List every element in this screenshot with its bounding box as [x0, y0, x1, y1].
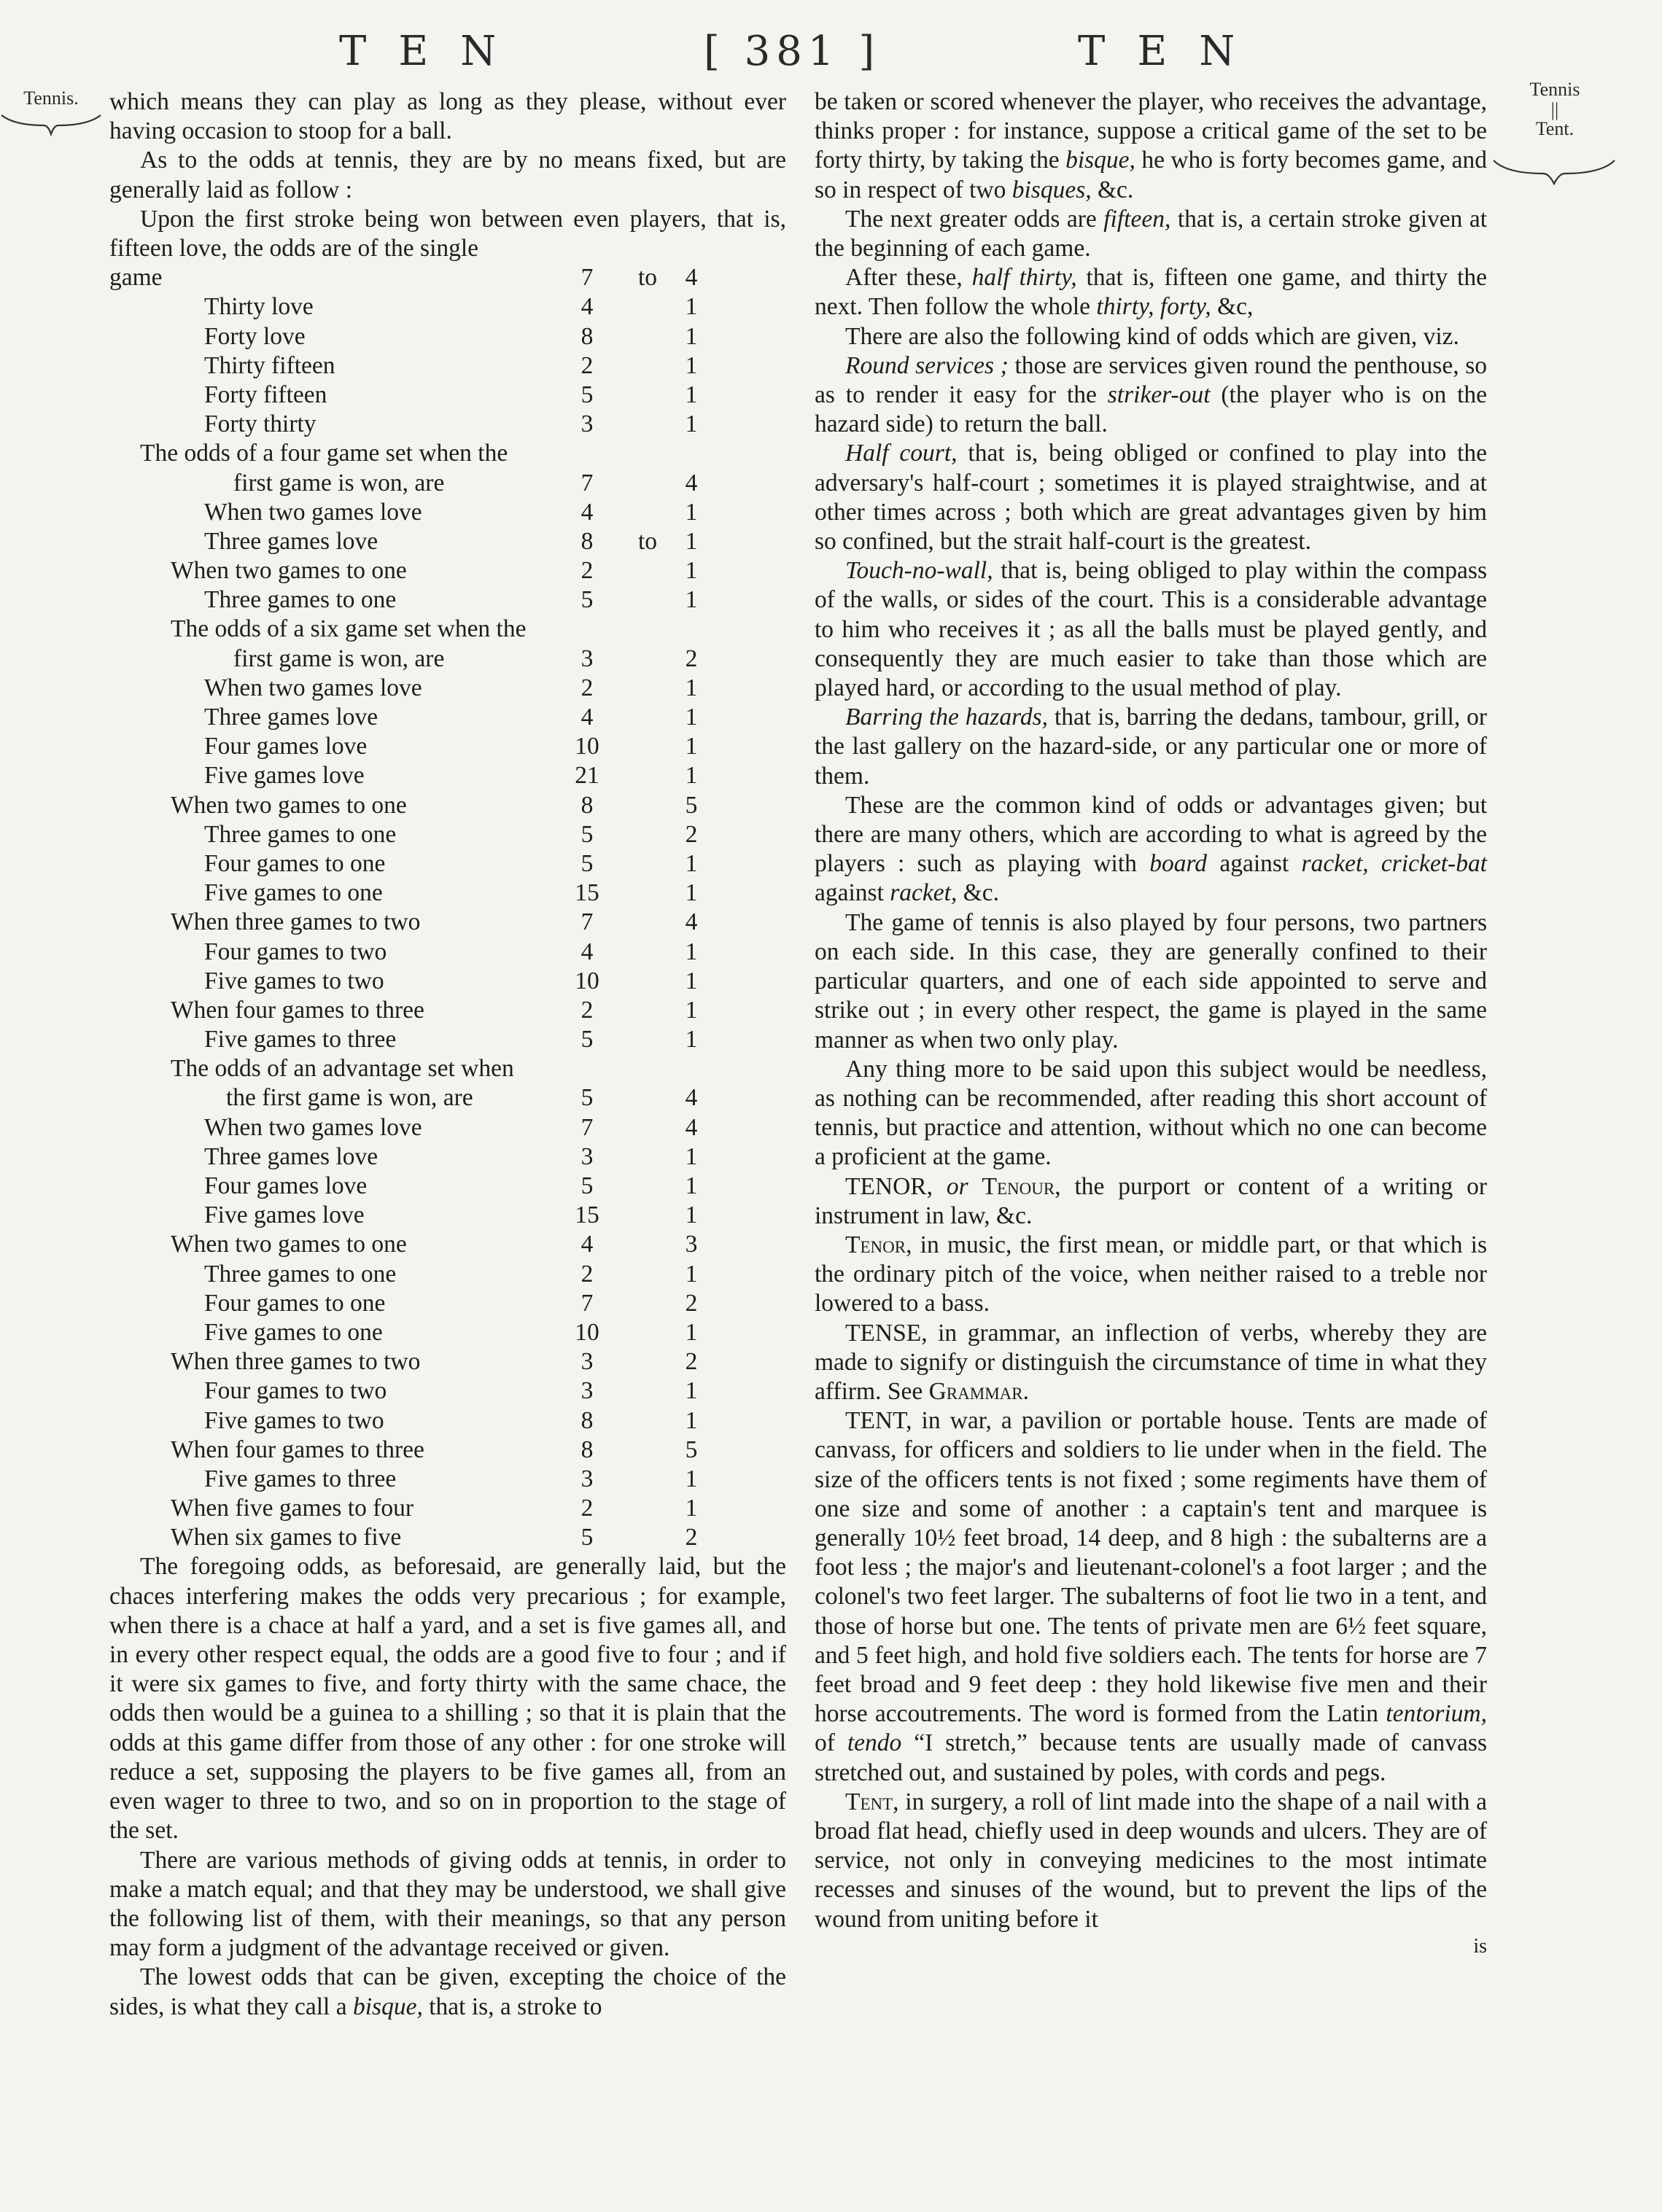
odds-value-first: 4 [580, 704, 594, 731]
paragraph: As to the odds at tennis, they are by no means fixed, but are generally laid as follow : [109, 147, 786, 203]
odds-row [109, 820, 786, 849]
odds-value-second: 4 [685, 908, 698, 936]
italic-term: fifteen, [1103, 205, 1171, 233]
odds-value-first: 8 [580, 1406, 594, 1434]
italic-term: racket, [890, 879, 958, 907]
header-right-word: TEN [1078, 28, 1267, 75]
odds-value-second: 4 [685, 1084, 698, 1112]
odds-label: Five games love [204, 1202, 365, 1229]
small-caps-term: Tenour, [982, 1172, 1061, 1200]
odds-label: Four games to two [204, 938, 387, 965]
odds-row [109, 967, 786, 996]
odds-value-second: 1 [685, 1026, 698, 1054]
odds-row [109, 849, 786, 879]
italic-term: bisque, [1065, 147, 1135, 174]
paragraph [815, 439, 1487, 556]
odds-row [109, 585, 786, 615]
odds-label: Three games love [204, 527, 378, 555]
odds-label: first game is won, are [233, 644, 445, 672]
paragraph [815, 791, 1487, 908]
odds-value-first: 10 [575, 1318, 599, 1346]
entry-tent-surgery [815, 1788, 1487, 1934]
odds-label: Five games to one [204, 879, 383, 907]
odds-value-first: 3 [580, 410, 594, 438]
odds-value-first: 5 [580, 1524, 594, 1551]
odds-label: When four games to three [171, 1436, 424, 1463]
italic-term: bisque, [353, 1993, 423, 2020]
odds-value-first: 7 [580, 264, 594, 292]
margin-note-tent: Tent. [1535, 118, 1574, 139]
italic-term: striker-out [1107, 381, 1211, 409]
odds-value-first: 2 [580, 557, 594, 585]
odds-row [109, 1142, 786, 1172]
text-run: those are services given round the penthouse, so as to render it easy for the [815, 351, 1487, 409]
odds-value-first: 7 [580, 1289, 594, 1317]
odds-value-second: 1 [685, 1142, 698, 1170]
odds-label: When six games to five [171, 1524, 402, 1551]
odds-value-second: 1 [685, 1318, 698, 1346]
odds-row [109, 1172, 786, 1201]
odds-value-first: 4 [580, 293, 594, 321]
odds-label: The odds of an advantage set when [171, 1055, 514, 1083]
paragraph: Any thing more to be said upon this subject would be needless, as nothing can be recommended, after reading this short account of tennis, but practice and attention, without which no one can become a proficient at the game. [815, 1055, 1487, 1171]
odds-row [109, 674, 786, 703]
odds-label: Five games to two [204, 967, 384, 994]
text-run: “I stretch,” because tents are usually made of canvass stretched out, and sustained by poles, with cords and pegs. [815, 1729, 1487, 1786]
text-run: These are the common kind of odds or advantages given; but there are many others, which are according to what is agreed by the players : such as playing with [815, 791, 1487, 878]
paragraph [815, 205, 1487, 263]
odds-label: Four games to one [204, 849, 386, 877]
small-caps-term: Tenor, [845, 1231, 912, 1258]
odds-value-second: 1 [685, 733, 698, 760]
odds-label: Three games to one [204, 820, 397, 848]
odds-value-second: 2 [685, 1524, 698, 1551]
margin-note-tennis: Tennis. [23, 87, 79, 109]
text-run: &c, [1217, 293, 1254, 321]
odds-value-first: 4 [580, 938, 594, 965]
odds-label: the first game is won, are [226, 1084, 473, 1112]
odds-label: Forty fifteen [204, 381, 327, 408]
odds-label: Forty thirty [204, 410, 317, 438]
text-run: that is, a certain stroke given at the beginning of each game. [815, 205, 1488, 262]
paragraph: The game of tennis is also played by four persons, two partners on each side. In this case, they are generally confined to their particular quarters, and one of each side appointed to serve and strike out ; in every other respect, the game is played in the same manner as when two only play. [815, 908, 1487, 1054]
odds-value-second: 1 [685, 849, 698, 877]
odds-label: Thirty love [204, 293, 314, 321]
italic-term: board [1149, 850, 1208, 878]
text-run: that is, being obliged or confined to play into the adversary's half-court ; sometimes it is played straightwise, and at other times across ; both which are great advantages given by him so confined, but the strait half-court is the greatest. [815, 440, 1487, 556]
text-run: that is, barring the dedans, tambour, grill, or the last gallery on the hazard-side, or any particular one or more of them. [815, 704, 1488, 790]
odds-row [109, 556, 786, 585]
odds-value-first: 2 [580, 1495, 594, 1522]
left-column [109, 87, 786, 2022]
odds-value-second: 5 [685, 1436, 698, 1463]
odds-label: Three games to one [204, 1260, 397, 1288]
text-run: he who is forty becomes game, and so in respect of two [815, 147, 1488, 203]
odds-value-second: 1 [685, 967, 698, 994]
odds-value-second: 1 [685, 762, 698, 790]
odds-label: When two games love [204, 674, 422, 701]
odds-value-first: 2 [580, 996, 594, 1024]
odds-value-first: 5 [580, 1084, 594, 1112]
odds-value-second: 2 [685, 820, 698, 848]
odds-row [109, 1376, 786, 1406]
odds-label: Five games to three [204, 1465, 397, 1492]
odds-row [109, 1494, 786, 1523]
paragraph [109, 1963, 786, 2021]
italic-term: tentorium, [1386, 1700, 1487, 1728]
odds-row [109, 410, 786, 439]
odds-to: to [638, 527, 658, 555]
italic-term: tendo [847, 1729, 902, 1757]
text-run: &c. [963, 879, 1000, 907]
odds-row [109, 527, 786, 556]
odds-value-first: 3 [580, 644, 594, 672]
odds-row [109, 1054, 786, 1083]
odds-row [109, 1113, 786, 1142]
odds-value-second: 2 [685, 644, 698, 672]
paragraph [815, 556, 1487, 703]
entry-tenor [815, 1172, 1487, 1231]
margin-note-tennis-right: Tennis [1529, 79, 1580, 100]
odds-row [109, 1465, 786, 1494]
odds-value-first: 7 [580, 908, 594, 936]
odds-row [109, 469, 786, 498]
odds-value-first: 8 [580, 1436, 594, 1463]
odds-value-first: 2 [580, 674, 594, 701]
odds-value-first: 3 [580, 1142, 594, 1170]
odds-label: When five games to four [171, 1495, 414, 1522]
odds-value-first: 5 [580, 820, 594, 848]
catchword: is [1473, 1934, 1487, 1958]
odds-table [109, 263, 786, 1552]
odds-label: When two games love [204, 498, 422, 526]
odds-value-second: 4 [685, 264, 698, 292]
odds-value-first: 10 [575, 967, 599, 994]
margin-note-right [1504, 79, 1606, 140]
odds-value-first: 5 [580, 849, 594, 877]
odds-value-first: 2 [580, 351, 594, 379]
paragraph [815, 263, 1487, 322]
odds-row [109, 263, 786, 292]
odds-value-second: 3 [685, 1231, 698, 1258]
odds-value-first: 5 [580, 1172, 594, 1200]
entry-headword: TENSE, [845, 1319, 928, 1347]
odds-value-first: 4 [580, 498, 594, 526]
odds-label: When two games to one [171, 791, 407, 819]
odds-row [109, 1318, 786, 1347]
italic-term: or [946, 1172, 968, 1200]
odds-value-first: 4 [580, 1231, 594, 1258]
odds-value-second: 4 [685, 469, 698, 496]
odds-value-second: 1 [685, 704, 698, 731]
odds-value-second: 1 [685, 586, 698, 614]
paragraph [815, 703, 1487, 791]
odds-row [109, 1347, 786, 1376]
odds-label: first game is won, are [233, 469, 445, 496]
entry-headword: TENT, [845, 1407, 912, 1435]
odds-value-second: 1 [685, 1377, 698, 1405]
odds-row [109, 1083, 786, 1113]
odds-label: Four games love [204, 733, 368, 760]
odds-value-first: 5 [580, 1026, 594, 1054]
entry-headword: TENOR, [845, 1172, 933, 1200]
odds-value-first: 10 [575, 733, 599, 760]
odds-row [109, 615, 786, 644]
entry-tenor-music [815, 1231, 1487, 1319]
odds-label: When three games to two [171, 1348, 421, 1376]
odds-value-second: 1 [685, 1495, 698, 1522]
odds-row [109, 1523, 786, 1552]
paragraph: Upon the first stroke being won between even players, that is, fifteen love, the odds are of the single [109, 205, 786, 262]
text-run: be taken or scored whenever the player, who receives the advantage, thinks proper : for instance, suppose a critical game of the set to be forty thirty, by taking the [815, 88, 1487, 174]
odds-value-second: 1 [685, 410, 698, 438]
odds-value-first: 2 [580, 1260, 594, 1288]
odds-value-second: 1 [685, 674, 698, 701]
odds-value-second: 1 [685, 322, 698, 350]
odds-value-second: 1 [685, 527, 698, 555]
odds-label: game [109, 264, 163, 292]
odds-value-second: 5 [685, 791, 698, 819]
odds-value-second: 4 [685, 1113, 698, 1141]
odds-label: Three games to one [204, 586, 397, 614]
odds-label: Four games love [204, 1172, 368, 1200]
odds-row [109, 1260, 786, 1289]
right-column [815, 87, 1487, 1959]
odds-label: Three games love [204, 1142, 378, 1170]
text-run: against [1219, 850, 1289, 878]
text-run: of [815, 1729, 835, 1757]
odds-row [109, 1289, 786, 1318]
odds-label: Four games to one [204, 1289, 386, 1317]
odds-row [109, 498, 786, 527]
odds-value-second: 1 [685, 557, 698, 585]
odds-row [109, 1436, 786, 1465]
odds-value-second: 1 [685, 1202, 698, 1229]
odds-value-first: 7 [580, 1113, 594, 1141]
odds-row [109, 1230, 786, 1259]
entry-tent [815, 1406, 1487, 1788]
text-run: against [815, 879, 884, 907]
italic-term: Touch-no-wall, [845, 557, 993, 585]
odds-label: Five games to two [204, 1406, 384, 1434]
cross-reference: Grammar. [928, 1377, 1029, 1405]
odds-value-second: 2 [685, 1289, 698, 1317]
odds-label: When four games to three [171, 996, 424, 1024]
odds-row [109, 439, 786, 468]
odds-row [109, 1025, 786, 1054]
italic-term: bisques, [1011, 176, 1092, 203]
odds-row [109, 351, 786, 381]
odds-label: The odds of a four game set when the [140, 440, 508, 467]
odds-value-first: 5 [580, 586, 594, 614]
brace-left-icon [0, 109, 102, 139]
italic-term: thirty, forty, [1096, 293, 1211, 321]
paragraph: There are also the following kind of odds which are given, viz. [845, 322, 1459, 350]
odds-value-first: 3 [580, 1348, 594, 1376]
text-run: in music, the first mean, or middle part, or that which is the ordinary pitch of the voice, when neither raised to a treble nor lowered to a bass. [815, 1231, 1487, 1317]
margin-note-separator: || [1550, 99, 1559, 120]
odds-label: When two games to one [171, 1231, 407, 1258]
odds-label: Five games to one [204, 1318, 383, 1346]
odds-value-second: 1 [685, 1260, 698, 1288]
odds-label: The odds of a six game set when the [171, 615, 527, 643]
odds-value-second: 1 [685, 1465, 698, 1492]
odds-value-second: 1 [685, 938, 698, 965]
odds-label: Five games love [204, 762, 365, 790]
odds-row [109, 996, 786, 1025]
odds-row [109, 644, 786, 674]
odds-value-first: 7 [580, 469, 594, 496]
odds-value-second: 1 [685, 351, 698, 379]
text-run: that is, being obliged to play within the compass of the walls, or sides of the court. This is a considerable advantage to him who receives it ; as all the balls must be played gently, and consequently they are much easier to take than those which are played hard, or according to the usual method of play. [815, 557, 1487, 702]
odds-row [109, 381, 786, 410]
paragraph: which means they can play as long as they please, without ever having occasion to stoop for a ball. [109, 88, 786, 145]
odds-value-first: 8 [580, 322, 594, 350]
brace-right-icon [1492, 156, 1616, 188]
odds-row [109, 292, 786, 322]
odds-label: Three games love [204, 704, 378, 731]
text-run: in war, a pavilion or portable house. Tents are made of canvass, for officers and soldiers to lie under when in the field. The size of the officers tents is not fixed ; some regiments have them of one size and some of another : a captain's tent and marquee is generally 10½ feet broad, 14 deep, and 8 high : the subalterns are a foot less ; the major's and lieutenant-colonel's a foot larger ; and the colonel's two feet larger. The subalterns of foot lie two in a tent, and those of horse but one. The tents of private men are 6½ feet square, and 5 feet high, and hold five soldiers each. The tents for horse are 7 feet broad and 9 feet deep : they hold likewise five men and their horse accoutrements. The word is formed from the Latin [815, 1407, 1487, 1728]
odds-value-second: 1 [685, 293, 698, 321]
text-run: The next greater odds are [845, 205, 1097, 233]
odds-value-second: 1 [685, 1406, 698, 1434]
odds-value-second: 1 [685, 498, 698, 526]
odds-value-first: 15 [575, 879, 599, 907]
odds-value-first: 8 [580, 791, 594, 819]
odds-value-second: 1 [685, 1172, 698, 1200]
text-run: that is, fifteen one game, and thirty the next. Then follow the whole [815, 264, 1488, 321]
text-run: the purport or content of a writing or instrument in law, &c. [815, 1172, 1487, 1229]
text-run: (the player who is on the hazard side) to return the ball. [815, 381, 1488, 438]
odds-row [109, 879, 786, 908]
small-caps-term: Tent, [845, 1788, 899, 1815]
odds-value-first: 8 [580, 527, 594, 555]
odds-label: When three games to two [171, 908, 421, 936]
margin-note-left [7, 87, 95, 109]
odds-value-second: 2 [685, 1348, 698, 1376]
odds-row [109, 322, 786, 351]
italic-term: Half court, [845, 440, 958, 467]
text-run: After these, [845, 264, 963, 292]
odds-row [109, 791, 786, 820]
odds-label: When two games to one [171, 557, 407, 585]
odds-row [109, 1406, 786, 1436]
odds-label: Five games to three [204, 1026, 397, 1054]
text-run: in grammar, an inflection of verbs, whereby they are made to signify or distinguish the circumstance of time in what they affirm. See [815, 1319, 1488, 1405]
odds-value-second: 1 [685, 879, 698, 907]
odds-row [109, 761, 786, 790]
running-header [0, 28, 1662, 79]
paragraph: The foregoing odds, as beforesaid, are generally laid, but the chaces interfering makes the odds very precarious ; for example, when there is a chace at half a yard, and a set is five games all, and in every other respect equal, the odds are a good five to four ; and if it were six games to five, and forty thirty with the same chace, the odds then would be a guinea to a shilling ; so that it is plain that the odds at this game differ from those of any other : for one stroke will reduce a set, supposing the players to be five games all, from an even wager to three to two, and so on in proportion to the stage of the set. [109, 1553, 786, 1845]
italic-term: half thirty, [971, 264, 1077, 292]
text-run: in surgery, a roll of lint made into the shape of a nail with a broad flat head, chiefly used in deep wounds and ulcers. They are of service, not only in conveying medicines to the most intimate recesses and sinuses of the wound, but to prevent the lips of the wound from uniting before it [815, 1788, 1488, 1933]
odds-label: Four games to two [204, 1377, 387, 1405]
header-left-word: TEN [339, 28, 529, 75]
odds-row [109, 938, 786, 967]
paragraph [815, 351, 1487, 440]
odds-value-second: 1 [685, 381, 698, 408]
entry-tense [815, 1319, 1487, 1407]
odds-label: When two games love [204, 1113, 422, 1141]
paragraph: There are various methods of giving odds at tennis, in order to make a match equal; and that they may be understood, we shall give the following list of them, with their meanings, so that any person may form a judgment of the advantage received or given. [109, 1846, 786, 1962]
odds-value-first: 5 [580, 381, 594, 408]
odds-row [109, 1201, 786, 1230]
odds-value-first: 15 [575, 1202, 599, 1229]
odds-label: Thirty fifteen [204, 351, 335, 379]
odds-value-first: 3 [580, 1377, 594, 1405]
italic-term: racket, cricket-bat [1301, 850, 1488, 878]
text-run: that is, a stroke to [429, 1993, 602, 2020]
odds-value-first: 3 [580, 1465, 594, 1492]
odds-value-first: 21 [575, 762, 599, 790]
odds-row [109, 732, 786, 761]
odds-row [109, 703, 786, 732]
text-run: The lowest odds that can be given, excepting the choice of the sides, is what they call a [109, 1963, 786, 2020]
odds-value-second: 1 [685, 996, 698, 1024]
italic-term: Barring the hazards, [845, 704, 1049, 731]
paragraph [815, 87, 1487, 205]
text-run: &c. [1097, 176, 1134, 203]
odds-to: to [638, 264, 658, 292]
odds-label: Forty love [204, 322, 306, 350]
odds-row [109, 908, 786, 937]
italic-term: Round services ; [845, 351, 1009, 379]
page-number: [ 381 ] [704, 28, 881, 75]
